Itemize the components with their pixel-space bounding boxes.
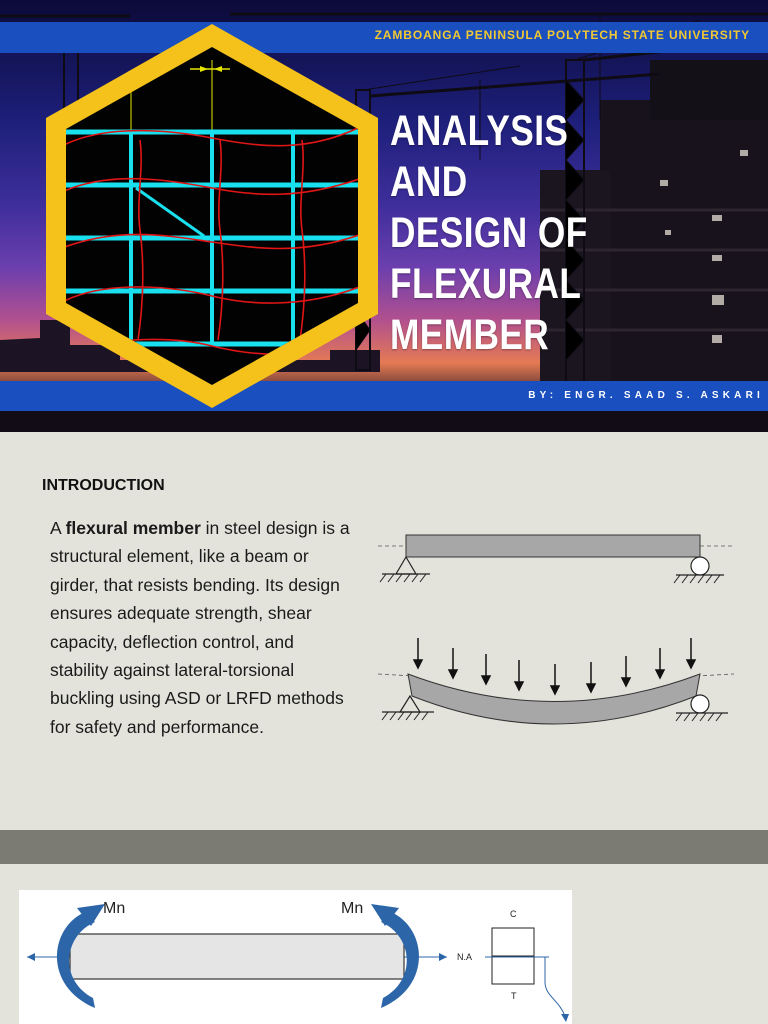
- introduction-heading: INTRODUCTION: [42, 477, 165, 494]
- title-line-3: FLEXURAL: [390, 260, 582, 308]
- hexagon-frame-diagram: [40, 20, 385, 412]
- compression-label: C: [510, 909, 517, 919]
- introduction-paragraph: [50, 514, 350, 741]
- left-moment-label: Mn: [103, 900, 126, 917]
- document-title: [390, 106, 690, 361]
- tension-label: T: [511, 991, 517, 1001]
- section-divider-bar: [0, 830, 768, 864]
- bending-moment-diagram: [19, 890, 572, 1024]
- hero-banner: [0, 0, 768, 432]
- title-line-1: ANALYSIS AND: [390, 107, 569, 206]
- bending-moment-section: [0, 864, 768, 1024]
- title-line-2: DESIGN OF: [390, 209, 588, 257]
- right-moment-label: Mn: [341, 900, 364, 917]
- author-name: BY: ENGR. SAAD S. ASKARI: [528, 390, 764, 401]
- neutral-axis-label: N.A: [457, 952, 473, 962]
- university-name: ZAMBOANGA PENINSULA POLYTECH STATE UNIVERSITY: [374, 28, 750, 42]
- intro-bold-term: flexural member: [65, 518, 201, 538]
- title-line-4: MEMBER: [390, 311, 550, 359]
- moment-diagram-drawing: [19, 890, 572, 1024]
- introduction-section: [0, 432, 768, 830]
- simply-supported-beam-figure: [374, 524, 736, 734]
- intro-text-after: in steel design is a structural element, like a beam or girder, that resists bending. Its design ensures adequate strength, shear capacity, deflection control, and stability against lateral-torsional buckling using ASD or LRFD methods for safety and performance.: [50, 518, 350, 737]
- intro-text-before: A: [50, 518, 66, 538]
